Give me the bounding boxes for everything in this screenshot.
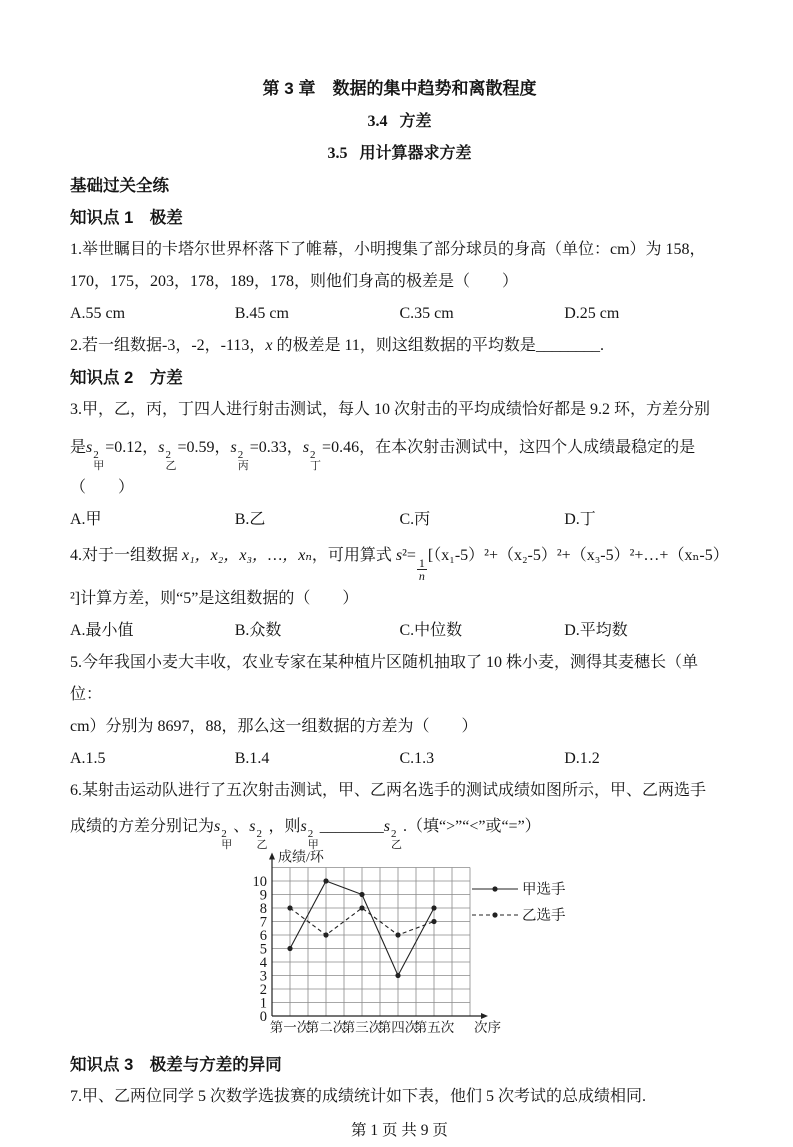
q4-fraction-1-over-n: $\frac{1}{n}$ <box>418 555 425 584</box>
q6-line1: 6.某射击运动队进行了五次射击测试，甲、乙两名选手的测试成绩如图所示，甲、乙两选手 <box>70 781 707 799</box>
q6-variance-jia: s 2 甲 <box>214 817 233 851</box>
svg-text:次序: 次序 <box>474 1019 501 1035</box>
q1-line1: 1.举世瞩目的卡塔尔世界杯落下了帷幕，小明搜集了部分球员的身高（单位：cm）为 158， <box>70 241 706 258</box>
q6-variance-jia-2: s 2 甲 <box>300 817 319 851</box>
q2-text-middle: 的极差是 11，则这组数据的平均数是 <box>272 337 536 354</box>
q3-option-a: A.甲 <box>70 511 102 529</box>
q3-option-c: C.丙 <box>399 511 431 529</box>
q2-text-prefix: 2.若一组数据-3，-2，-113， <box>70 337 266 354</box>
q3-line2 <box>70 426 729 472</box>
section-3-5-title: 用计算器求方差 <box>359 145 472 162</box>
section-3-5-number: 3.5 <box>327 145 348 162</box>
svg-text:8: 8 <box>259 900 267 917</box>
q6-text-suffix: .（填“>”“<”或“=”） <box>402 817 541 835</box>
q4-option-b: B.众数 <box>234 621 282 639</box>
q5-option-d: D.1.2 <box>564 749 600 767</box>
q5-option-a: A.1.5 <box>70 749 106 767</box>
q3-line1: 3.甲，乙，丙，丁四人进行射击测试，每人 10 次射击的平均成绩恰好都是 9.2 环，方差分别 <box>70 401 711 418</box>
q4-sup-equals: ²= <box>402 547 416 565</box>
q6-variance-yi: s 2 乙 <box>249 817 268 851</box>
q6-text-mid: ，则 <box>268 817 301 835</box>
svg-text:成绩/环: 成绩/环 <box>278 850 324 866</box>
svg-text:7: 7 <box>259 914 267 931</box>
q4-variables: x₁，x₂，x₃，…，xₙ <box>182 547 312 565</box>
svg-text:3: 3 <box>259 968 267 985</box>
q3-variance-yi: s 2 乙 <box>158 439 177 473</box>
score-line-chart <box>242 850 582 1049</box>
q3-text-prefix: 是 <box>70 439 87 456</box>
q3-option-b: B.乙 <box>234 511 266 529</box>
q2-variable-x: x <box>265 337 273 354</box>
svg-text:10: 10 <box>252 873 267 890</box>
q2-line <box>70 330 729 362</box>
section-3-4-heading <box>70 106 729 138</box>
q1-option-a: A.55 cm <box>70 305 126 322</box>
q5-option-b: B.1.4 <box>234 749 270 767</box>
svg-text:9: 9 <box>259 887 267 904</box>
q3-value-yi: =0.59， <box>177 439 231 456</box>
q3-text-suffix: 在本次射击测试中，这四个人成绩最稳定的是 <box>375 439 696 456</box>
q3-variance-jia: s 2 甲 <box>86 439 105 473</box>
q6-answer-blank: ________ <box>319 817 384 835</box>
q4-text-prefix: 4.对于一组数据 <box>70 547 183 565</box>
q4-expression: （x₁-5）²+（x₂-5）²+（x₃-5）²+…+（xₙ-5） <box>433 547 729 565</box>
q3-value-jia: =0.12， <box>105 439 159 456</box>
svg-text:第一次: 第一次 <box>269 1019 311 1035</box>
q6-line2 <box>70 807 729 851</box>
svg-text:1: 1 <box>259 995 267 1012</box>
q3-line3: （ ） <box>70 479 135 497</box>
q2-text-suffix: . <box>599 337 604 354</box>
svg-text:2: 2 <box>259 981 267 998</box>
q4-open-bracket: [ <box>427 547 434 565</box>
section-3-5-heading <box>70 138 729 170</box>
q1-option-d: D.25 cm <box>564 305 620 322</box>
knowledge-point-2-heading: 知识点 2 方差 <box>70 369 183 387</box>
knowledge-point-3-heading: 知识点 3 极差与方差的异同 <box>70 1055 282 1074</box>
page-footer: 第 1 页 共 9 页 <box>351 1121 448 1139</box>
q6-variance-yi-2: s 2 乙 <box>383 817 402 851</box>
q6-text-prefix: 成绩的方差分别记为 <box>70 817 215 835</box>
q4-options <box>70 615 729 647</box>
q6-separator: 、 <box>233 817 250 835</box>
q4-option-c: C.中位数 <box>399 621 463 639</box>
q4-text-mid: ，可用算式 <box>311 547 396 565</box>
score-chart-svg <box>242 850 582 1049</box>
q5-line1: 5.今年我国小麦大丰收，农业专家在某种植片区随机抽取了 10 株小麦，测得其麦穗长（单位： <box>70 653 699 703</box>
knowledge-point-1-heading: 知识点 1 极差 <box>70 209 183 227</box>
q4-line1 <box>70 536 729 583</box>
svg-text:甲选手: 甲选手 <box>522 881 566 898</box>
q3-variance-bing: s 2 丙 <box>230 439 249 473</box>
chapter-title: 第 3 章 数据的集中趋势和离散程度 <box>262 79 537 98</box>
q3-variance-ding: s 2 丁 <box>302 439 322 473</box>
svg-text:5: 5 <box>259 941 267 958</box>
svg-text:第五次: 第五次 <box>413 1019 455 1035</box>
section-3-4-title: 方差 <box>399 113 432 130</box>
svg-text:第四次: 第四次 <box>377 1019 419 1035</box>
q1-option-c: C.35 cm <box>399 305 454 322</box>
q1-option-b: B.45 cm <box>234 305 289 322</box>
q4-s-symbol: s <box>395 547 403 565</box>
q2-answer-blank: ________ <box>535 337 600 354</box>
q4-option-d: D.平均数 <box>564 621 628 639</box>
q3-value-bing: =0.33， <box>249 439 303 456</box>
q5-options <box>70 743 729 775</box>
basic-practice-heading: 基础过关全练 <box>70 177 169 195</box>
section-3-4-number: 3.4 <box>367 113 388 130</box>
svg-text:6: 6 <box>259 927 267 944</box>
svg-text:第二次: 第二次 <box>305 1019 347 1035</box>
q7-line1: 7.甲、乙两位同学 5 次数学选拔赛的成绩统计如下表，他们 5 次考试的总成绩相同. <box>70 1087 647 1105</box>
svg-text:乙选手: 乙选手 <box>522 907 566 924</box>
svg-text:4: 4 <box>259 954 267 971</box>
q3-value-ding: =0.46， <box>322 439 376 456</box>
q5-line2: cm）分别为 8697，88，那么这一组数据的方差为（ ） <box>70 717 478 735</box>
q4-line2: ²]计算方差，则“5”是这组数据的（ ） <box>70 589 359 607</box>
svg-text:0: 0 <box>259 1008 267 1025</box>
svg-text:第三次: 第三次 <box>341 1019 383 1035</box>
q1-line2: 170，175，203，178，189，178，则他们身高的极差是（ ） <box>70 273 519 290</box>
q3-option-d: D.丁 <box>564 511 596 529</box>
q1-options <box>70 298 729 330</box>
q4-option-a: A.最小值 <box>70 621 134 639</box>
q5-option-c: C.1.3 <box>399 749 435 767</box>
q3-options <box>70 504 729 536</box>
